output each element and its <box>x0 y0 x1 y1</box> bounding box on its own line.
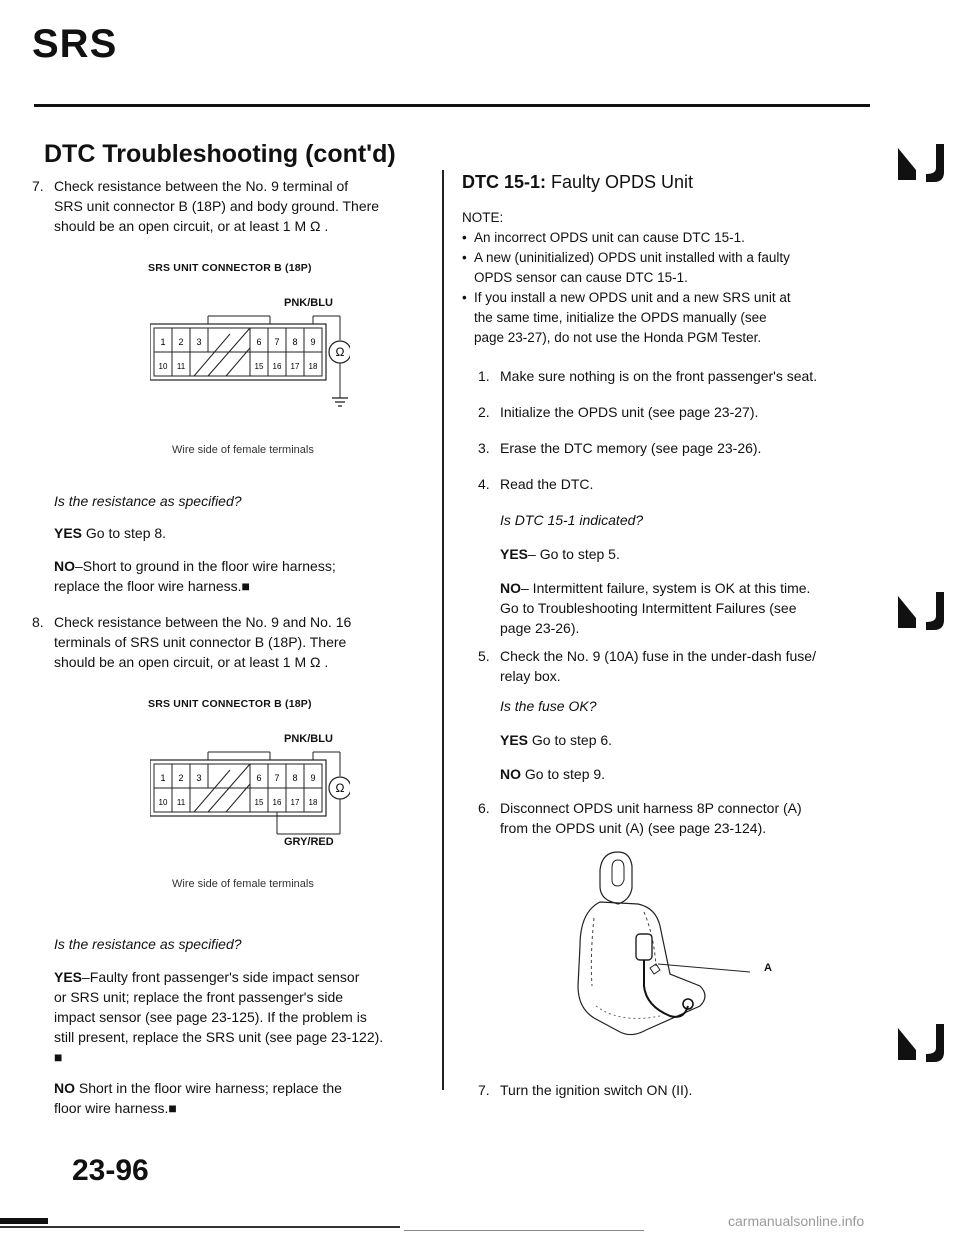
watermark: carmanualsonline.info <box>728 1213 865 1229</box>
pin-label: 9 <box>310 337 316 347</box>
footer-rule <box>0 1226 400 1228</box>
pin-label: 16 <box>272 362 282 371</box>
wire-color-label: PNK/BLU <box>284 733 333 745</box>
no-branch: NO Go to step 9. <box>500 766 606 782</box>
no-branch: NO–Short to ground in the floor wire harness; replace the floor wire harness.■ <box>54 558 336 594</box>
yes-branch: YES Go to step 6. <box>500 732 613 748</box>
question-text: Is the resistance as specified? <box>54 493 242 509</box>
pin-label: 11 <box>176 798 186 807</box>
dtc-heading: DTC 15-1: Faulty OPDS Unit <box>462 172 694 192</box>
step-2-text: 2. Initialize the OPDS unit (see page 23-27). <box>478 404 759 420</box>
pin-label: 18 <box>308 362 318 371</box>
pin-label: 9 <box>310 773 316 783</box>
margin-marker-icon <box>896 140 948 184</box>
question-text: Is the fuse OK? <box>500 698 597 714</box>
page-number: 23-96 <box>72 1154 149 1187</box>
pin-label: 1 <box>160 773 166 783</box>
pin-label: 3 <box>196 337 202 347</box>
no-branch: NO– Intermittent failure, system is OK at this time. Go to Troubleshooting Intermittent Failures (see page 23-26). <box>500 580 811 636</box>
pin-label: 6 <box>256 337 262 347</box>
step-3-text: 3. Erase the DTC memory (see page 23-26). <box>478 440 762 456</box>
pin-label: 8 <box>292 773 298 783</box>
step-6-text: 6. Disconnect OPDS unit harness 8P connector (A) from the OPDS unit (A) (see page 23-124). <box>478 800 802 836</box>
section-title: SRS <box>32 22 118 66</box>
no-branch: NO Short in the floor wire harness; replace the floor wire harness.■ <box>54 1080 342 1116</box>
pin-label: 11 <box>176 362 186 371</box>
pin-label: 7 <box>274 337 280 347</box>
connector-label: SRS UNIT CONNECTOR B (18P) <box>148 262 312 274</box>
pin-label: 3 <box>196 773 202 783</box>
column-divider <box>442 170 444 1090</box>
pin-label: 16 <box>272 798 282 807</box>
pin-label: 2 <box>178 337 184 347</box>
question-text: Is DTC 15-1 indicated? <box>500 512 644 528</box>
note-block: NOTE: • An incorrect OPDS unit can cause DTC 15-1. • A new (uninitialized) OPDS unit installed with a faulty OPDS sensor can cause DTC 15-1. • If you install a new OPDS unit and a new SRS unit at the same time, initialize the OPDS manually (see page 23-27), do not use the Honda PGM Tester. <box>462 210 791 345</box>
pin-label: 17 <box>290 362 300 371</box>
pin-label: 7 <box>274 773 280 783</box>
svg-text:Ω: Ω <box>335 781 345 795</box>
step-7-right-text: 7. Turn the ignition switch ON (II). <box>478 1082 693 1098</box>
diagram-caption: Wire side of female terminals <box>172 444 314 456</box>
header-rule <box>34 104 870 107</box>
pin-label: 17 <box>290 798 300 807</box>
margin-marker-icon <box>896 588 948 632</box>
step-8-text: 8. Check resistance between the No. 9 and No. 16 terminals of SRS unit connector B (18P). There should be an open circuit, or at least 1 M Ω . <box>32 614 352 670</box>
step-5-text: 5. Check the No. 9 (10A) fuse in the under-dash fuse/ relay box. <box>478 648 816 684</box>
wire-color-label: PNK/BLU <box>284 297 333 309</box>
diagram-caption: Wire side of female terminals <box>172 878 314 890</box>
pin-label: 10 <box>158 798 168 807</box>
connector-diagram-1 <box>150 314 350 424</box>
step-4-text: 4. Read the DTC. <box>478 476 594 492</box>
pin-label: 15 <box>254 798 264 807</box>
yes-branch: YES Go to step 8. <box>54 525 167 541</box>
footer-mark <box>0 1218 48 1224</box>
pin-label: 15 <box>254 362 264 371</box>
margin-marker-icon <box>896 1020 948 1064</box>
pin-label: 10 <box>158 362 168 371</box>
seat-illustration <box>560 846 780 1046</box>
wire-color-label: GRY/RED <box>284 836 334 848</box>
svg-text:Ω: Ω <box>335 345 345 359</box>
connector-label: SRS UNIT CONNECTOR B (18P) <box>148 698 312 710</box>
pin-label: 8 <box>292 337 298 347</box>
pin-label: 2 <box>178 773 184 783</box>
yes-branch: YES– Go to step 5. <box>500 546 620 562</box>
step-7-text: 7. Check resistance between the No. 9 terminal of SRS unit connector B (18P) and body ground. There should be an open circuit, or at least 1 M Ω . <box>32 178 380 234</box>
step-1-text: 1. Make sure nothing is on the front passenger's seat. <box>478 368 818 384</box>
yes-branch: YES–Faulty front passenger's side impact sensor or SRS unit; replace the front passenger's side impact sensor (see page 23-125). If the problem is still present, replace the SRS unit (see page 23-122). ■ <box>54 969 384 1065</box>
callout-label: A <box>764 962 772 974</box>
question-text: Is the resistance as specified? <box>54 936 242 952</box>
pin-label: 18 <box>308 798 318 807</box>
footer-rule <box>404 1230 644 1231</box>
pin-label: 6 <box>256 773 262 783</box>
pin-label: 1 <box>160 337 166 347</box>
page-heading: DTC Troubleshooting (cont'd) <box>44 140 396 168</box>
